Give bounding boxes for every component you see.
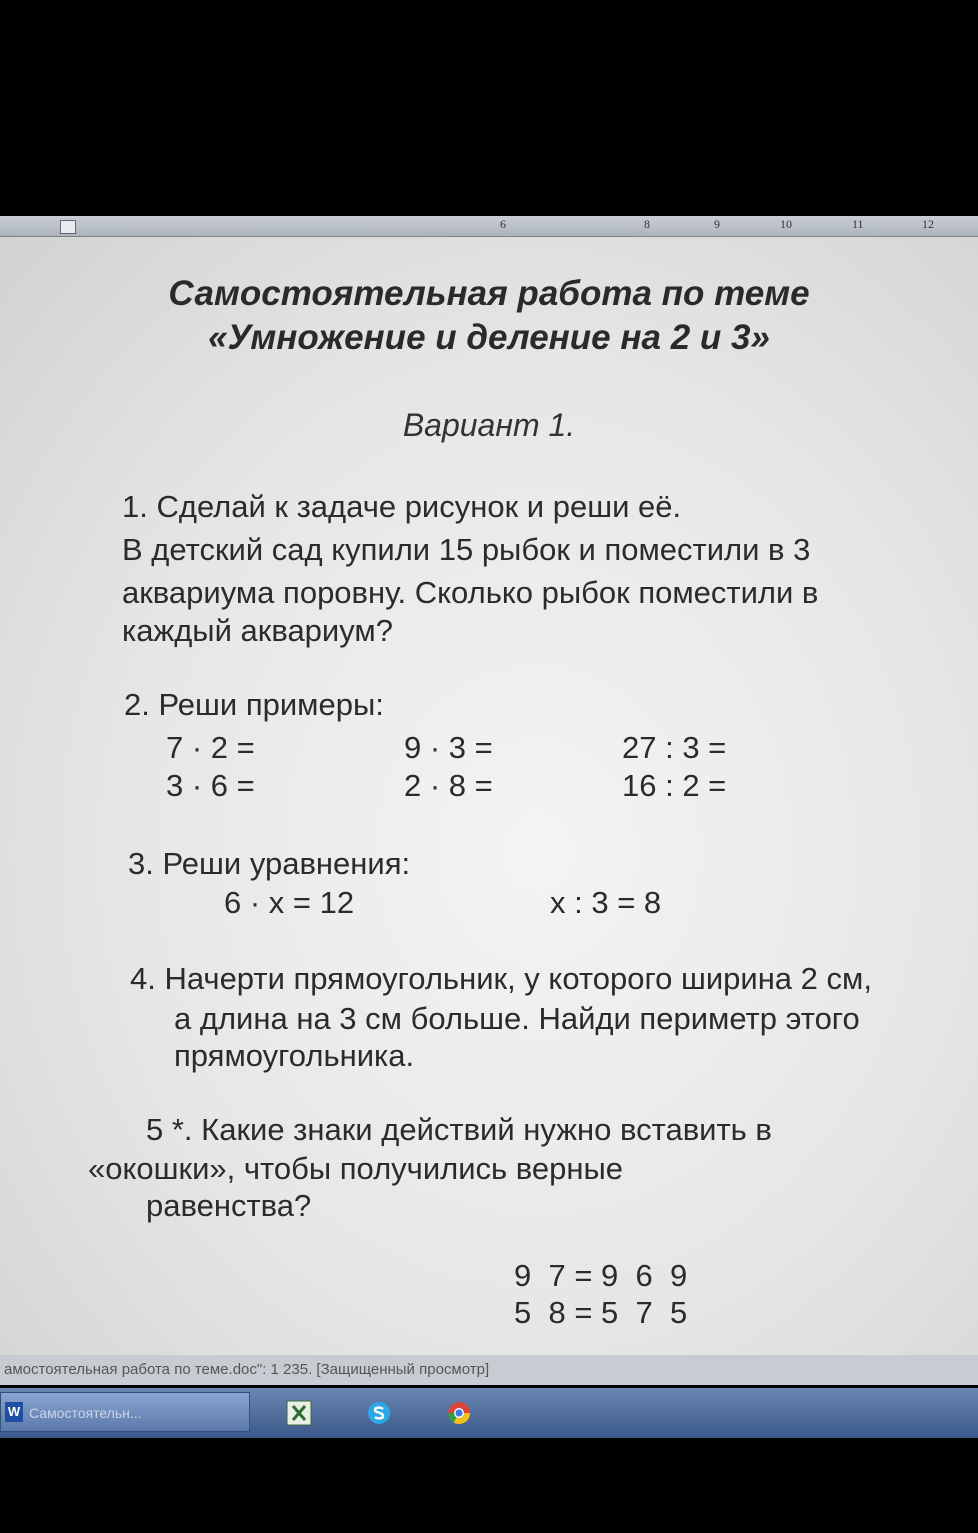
ruler-tick: 12	[922, 217, 934, 231]
task3-heading: 3. Реши уравнения:	[128, 846, 411, 881]
task1-line: аквариума поровну. Сколько рыбок поместили в	[122, 575, 819, 610]
skype-icon[interactable]	[366, 1400, 392, 1426]
task5-line: равенства?	[146, 1188, 312, 1223]
example: 16 : 2 =	[622, 768, 727, 803]
task1-line: 1. Сделай к задаче рисунок и реши её.	[122, 489, 682, 524]
taskbar	[0, 1388, 978, 1438]
ruler-tick: 9	[714, 217, 720, 231]
example: 7 · 2 =	[166, 730, 255, 765]
ruler-tick: 6	[500, 217, 506, 231]
taskbar-window-label: Самостоятельн...	[29, 1405, 142, 1421]
excel-icon[interactable]	[286, 1400, 312, 1426]
task5-line: 5 *. Какие знаки действий нужно вставить в	[146, 1112, 772, 1147]
document-title-line-2: «Умножение и деление на 2 и 3»	[208, 318, 770, 357]
document-page[interactable]	[0, 237, 978, 1355]
variant-label: Вариант 1.	[402, 407, 576, 443]
example: 2 · 8 =	[404, 768, 493, 803]
task4-line: прямоугольника.	[174, 1038, 415, 1073]
ruler-tick: 8	[644, 217, 650, 231]
example: 9 · 3 =	[404, 730, 493, 765]
example: 3 · 6 =	[166, 768, 255, 803]
ruler-tick: 11	[852, 217, 864, 231]
document-title-line-1: Самостоятельная работа по теме	[168, 274, 810, 313]
task1-line: каждый аквариум?	[122, 613, 393, 648]
task1-line: В детский сад купили 15 рыбок и поместили в 3	[122, 532, 811, 567]
task5-line: «окошки», чтобы получились верные	[88, 1151, 624, 1186]
horizontal-ruler	[0, 216, 978, 237]
task4-line: 4. Начерти прямоугольник, у которого ширина 2 см,	[130, 961, 872, 996]
example: 27 : 3 =	[622, 730, 727, 765]
task2-heading: 2. Реши примеры:	[124, 687, 384, 722]
equality: 9 7 = 9 6 9	[514, 1258, 688, 1293]
equation: 6 · х = 12	[224, 885, 355, 920]
ruler-indent-marker[interactable]	[60, 220, 76, 234]
taskbar-word-window-button[interactable]	[0, 1392, 250, 1432]
equality: 5 8 = 5 7 5	[514, 1295, 688, 1330]
task4-line: а длина на 3 см больше. Найди периметр этого	[174, 1001, 860, 1036]
status-bar: амостоятельная работа по теме.doc": 1 235. [Защищенный просмотр]	[0, 1355, 978, 1385]
word-app-icon: W	[5, 1402, 23, 1422]
equation: х : 3 = 8	[550, 885, 662, 920]
ruler-tick: 10	[780, 217, 792, 231]
chrome-icon[interactable]	[446, 1400, 472, 1426]
